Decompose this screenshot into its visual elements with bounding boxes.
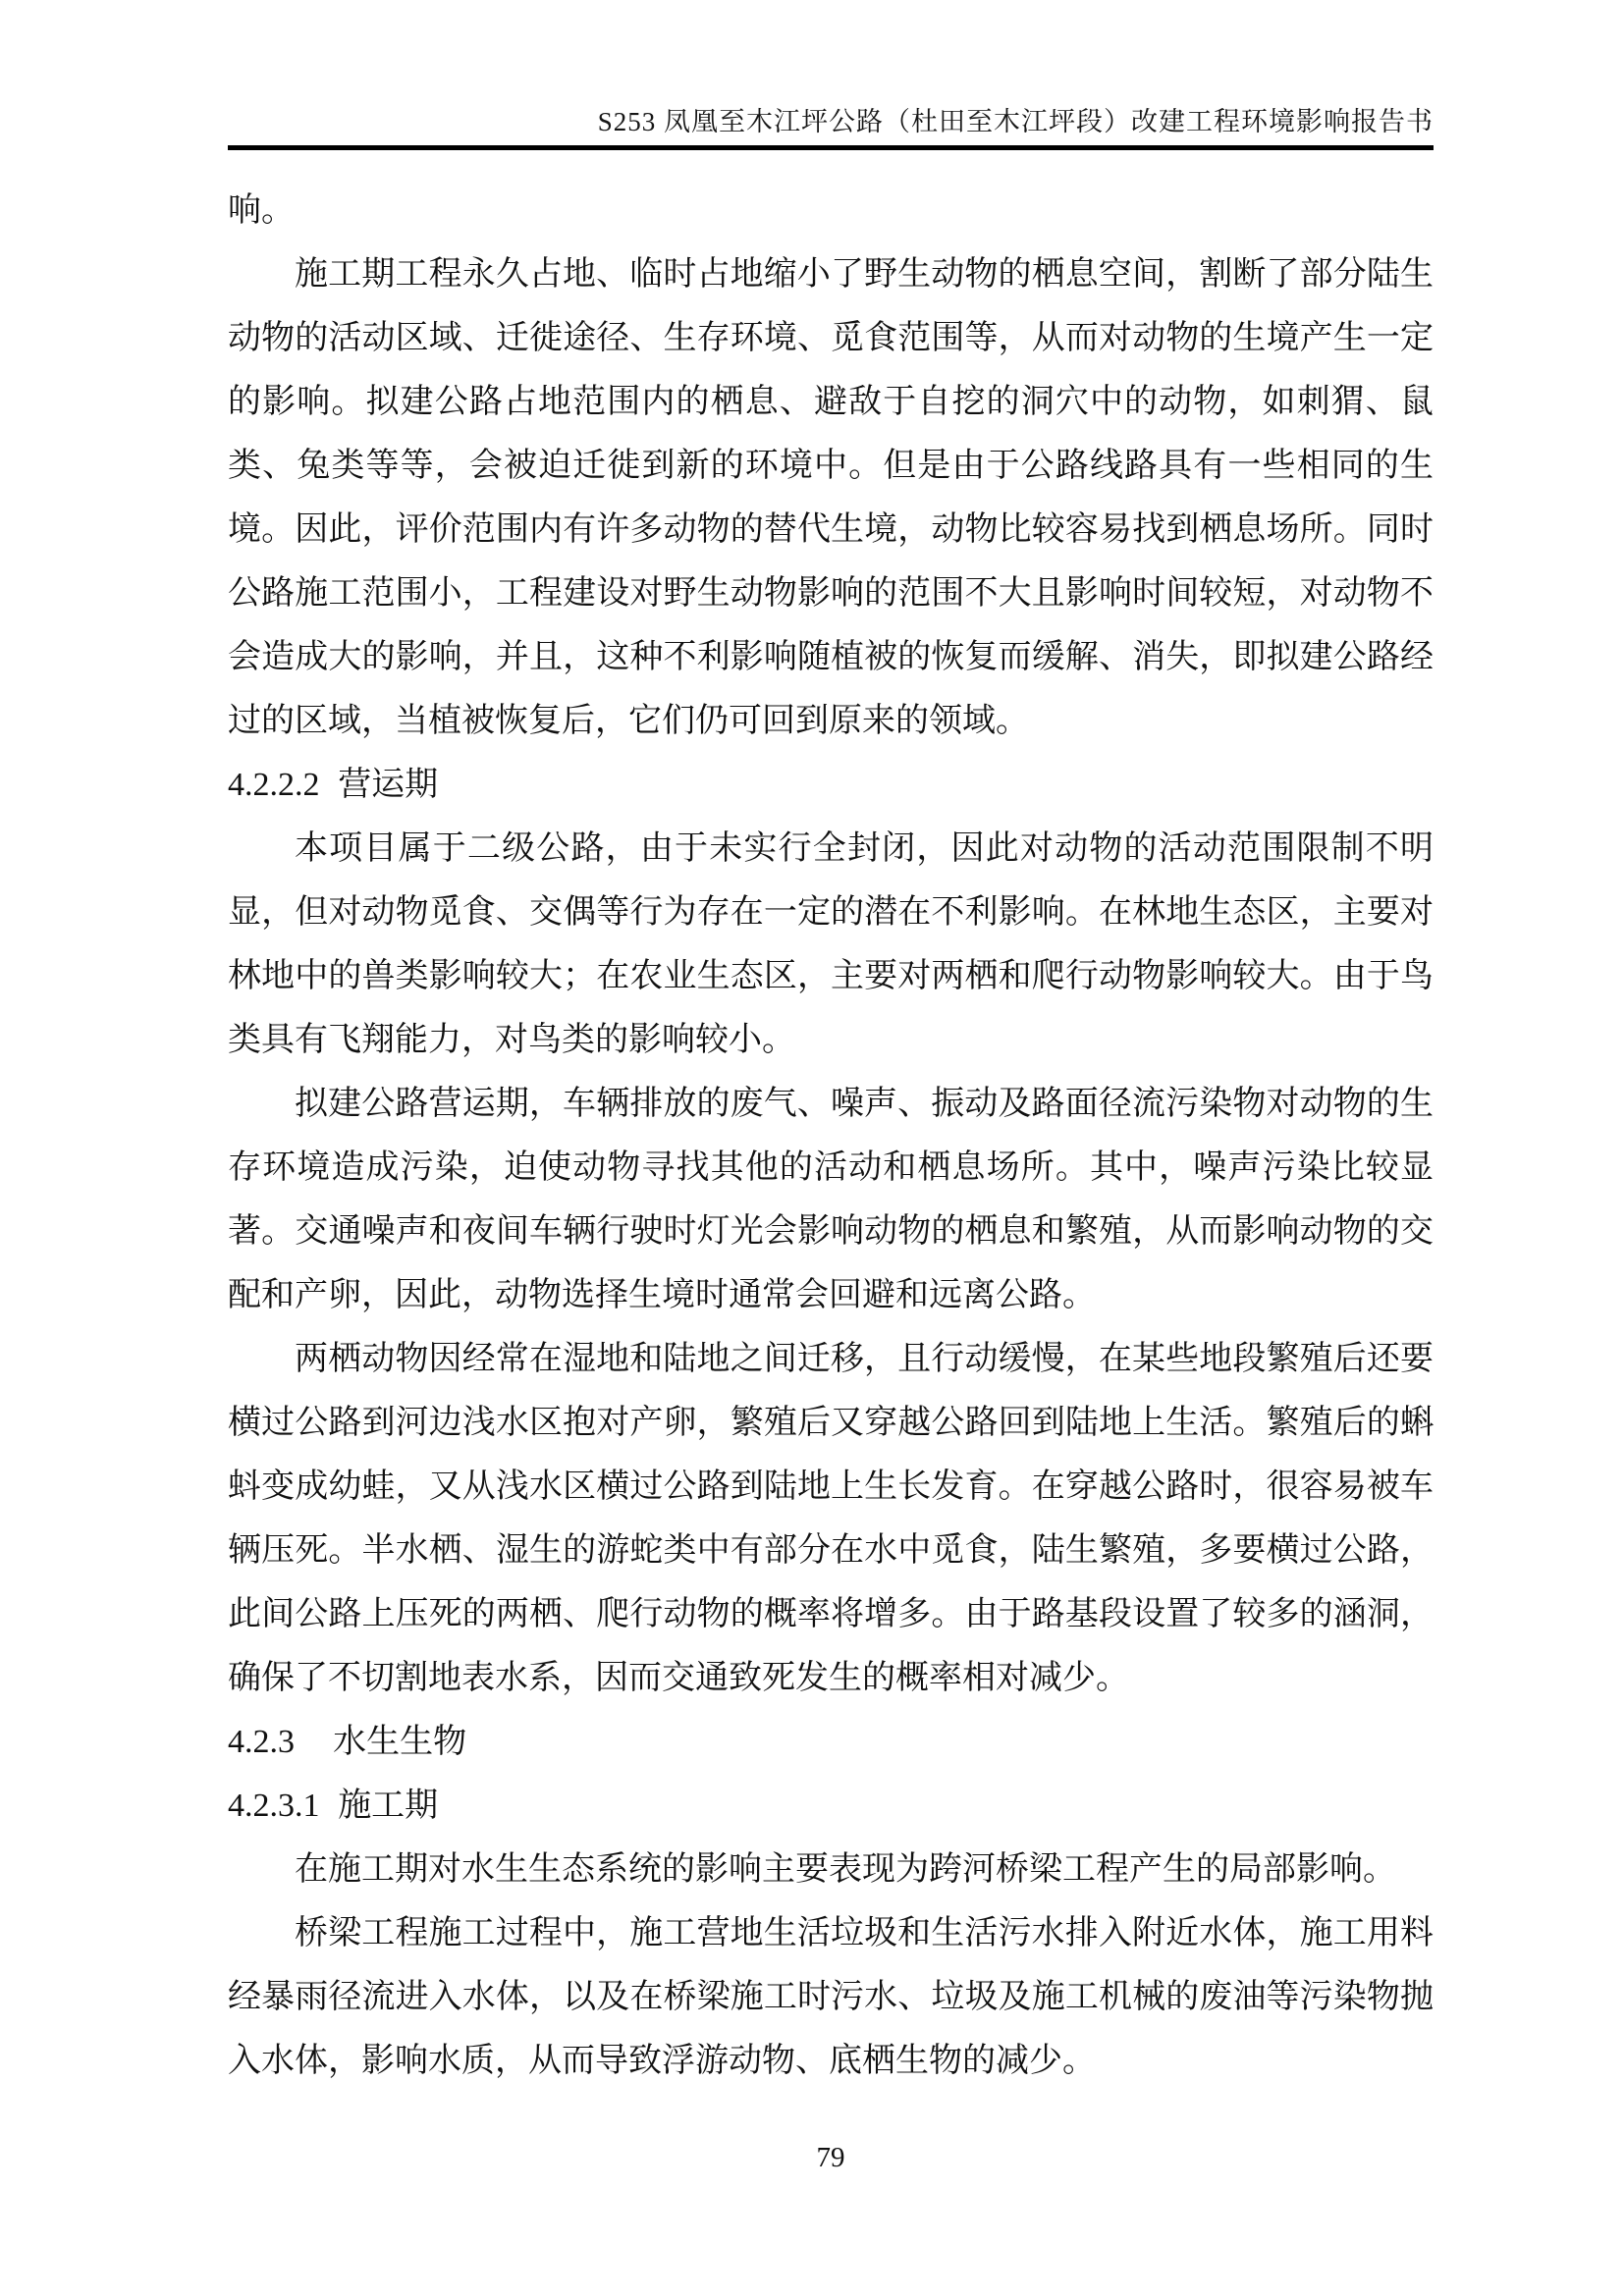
paragraph-continuation: 响。	[228, 192, 295, 229]
page-footer	[228, 2138, 1434, 2177]
heading-label: 水生生物	[333, 1724, 467, 1760]
paragraph-construction-land-impact: 施工期工程永久占地、临时占地缩小了野生动物的栖息空间，割断了部分陆生动物的活动区域、迁徙途径、生存环境、觅食范围等，从而对动物的生境产生一定的影响。拟建公路占地范围内的栖息、避敌于自挖的洞穴中的动物，如刺猬、鼠类、兔类等等，会被迫迁徙到新的环境中。但是由于公路线路具有一些相同的生境。因此，评价范围内有许多动物的替代生境，动物比较容易找到栖息场所。同时公路施工范围小，工程建设对野生动物影响的范围不大且影响时间较短，对动物不会造成大的影响，并且，这种不利影响随植被的恢复而缓解、消失，即拟建公路经过的区域，当植被恢复后，它们仍可回到原来的领域。	[228, 256, 1434, 739]
running-header	[228, 104, 1434, 139]
running-header-title: S253 凤凰至木江坪公路（杜田至木江坪段）改建工程环境影响报告书	[597, 107, 1434, 136]
heading-label: 施工期	[338, 1788, 439, 1824]
paragraph-aquatic-ecosystem-impact: 在施工期对水生生态系统的影响主要表现为跨河桥梁工程产生的局部影响。	[295, 1851, 1396, 1888]
section-heading-operation-period	[228, 753, 1434, 817]
header-rule	[228, 145, 1434, 150]
paragraph-amphibian-crossing: 两栖动物因经常在湿地和陆地之间迁移，且行动缓慢，在某些地段繁殖后还要横过公路到河边浅水区抱对产卵，繁殖后又穿越公路回到陆地上生活。繁殖后的蝌蚪变成幼蛙，又从浅水区横过公路到陆地上生长发育。在穿越公路时，很容易被车辆压死。半水栖、湿生的游蛇类中有部分在水中觅食，陆生繁殖，多要横过公路，此间公路上压死的两栖、爬行动物的概率将增多。由于路基段设置了较多的涵洞，确保了不切割地表水系，因而交通致死发生的概率相对减少。	[228, 1341, 1434, 1696]
page-number: 79	[816, 2142, 845, 2173]
section-heading-construction-period	[228, 1774, 1434, 1838]
heading-number: 4.2.2.2	[228, 767, 320, 803]
document-body	[228, 179, 1434, 2093]
section-heading-aquatic-organisms	[228, 1710, 1434, 1774]
heading-label: 营运期	[338, 767, 439, 803]
heading-number: 4.2.3	[228, 1724, 295, 1760]
paragraph-operation-pollution: 拟建公路营运期，车辆排放的废气、噪声、振动及路面径流污染物对动物的生存环境造成污染，迫使动物寻找其他的活动和栖息场所。其中，噪声污染比较显著。交通噪声和夜间车辆行驶时灯光会影响动物的栖息和繁殖，从而影响动物的交配和产卵，因此，动物选择生境时通常会回避和远离公路。	[228, 1086, 1434, 1313]
paragraph-secondary-road-impact: 本项目属于二级公路，由于未实行全封闭，因此对动物的活动范围限制不明显，但对动物觅食、交偶等行为存在一定的潜在不利影响。在林地生态区，主要对林地中的兽类影响较大；在农业生态区，主要对两栖和爬行动物影响较大。由于鸟类具有飞翔能力，对鸟类的影响较小。	[228, 830, 1434, 1058]
heading-number: 4.2.3.1	[228, 1788, 320, 1824]
paragraph-bridge-construction-pollution: 桥梁工程施工过程中，施工营地生活垃圾和生活污水排入附近水体，施工用料经暴雨径流进入水体，以及在桥梁施工时污水、垃圾及施工机械的废油等污染物抛入水体，影响水质，从而导致浮游动物、底栖生物的减少。	[228, 1915, 1434, 2079]
